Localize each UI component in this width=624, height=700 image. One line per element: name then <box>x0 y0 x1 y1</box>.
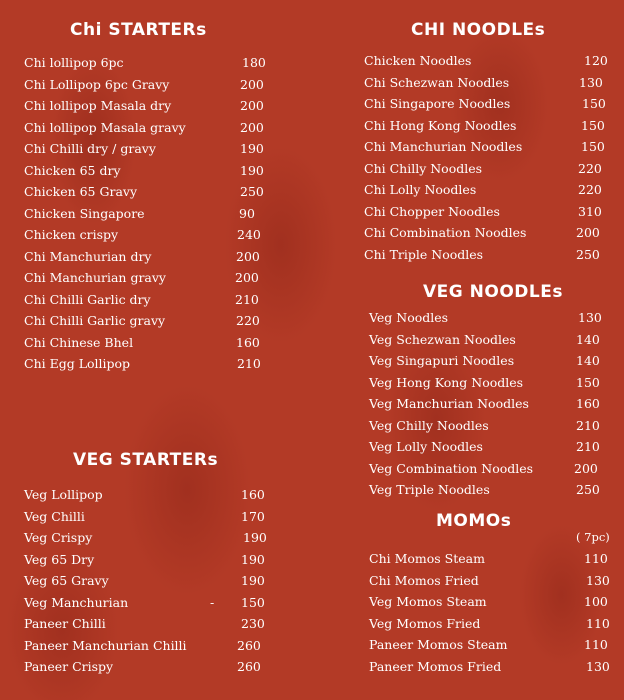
item-price: 310 <box>578 203 602 219</box>
item-price: 130 <box>578 310 602 325</box>
item-price: 220 <box>236 313 260 328</box>
item-price: 180 <box>242 55 266 70</box>
item-price: 100 <box>584 594 608 609</box>
item-name: Paneer Chilli <box>24 616 106 631</box>
item-name: Veg Singapuri Noodles <box>369 353 515 368</box>
item-price: 250 <box>240 184 264 199</box>
item-price: 110 <box>584 551 608 566</box>
item-price: 250 <box>576 246 600 262</box>
item-price: 240 <box>237 227 261 242</box>
item-name: Paneer Momos Steam <box>369 637 508 652</box>
item-price: 200 <box>240 98 264 113</box>
item-price: 250 <box>576 482 600 497</box>
item-name: Chicken Noodles <box>364 53 472 68</box>
item-name: Chi Lollipop 6pc Gravy <box>24 76 170 92</box>
item-price: 160 <box>576 396 600 411</box>
item-name: Veg Schezwan Noodles <box>369 331 516 347</box>
item-name: Veg Triple Noodles <box>369 482 490 497</box>
item-price: 190 <box>241 573 265 588</box>
item-name: Veg Momos Steam <box>369 594 487 609</box>
item-price: 220 <box>578 182 602 197</box>
item-price: 210 <box>235 291 259 307</box>
item-price: 200 <box>576 225 600 240</box>
item-price: 190 <box>240 141 264 156</box>
item-name: Veg Manchurian <box>24 594 129 610</box>
item-name: Veg 65 Dry <box>24 551 95 567</box>
item-price: 190 <box>240 162 264 178</box>
momos-piece-note: ( 7pc) <box>576 530 610 544</box>
item-price: 260 <box>237 637 261 653</box>
item-price: 200 <box>240 119 264 135</box>
item-name: Chi Manchurian gravy <box>24 270 166 285</box>
item-price: 160 <box>236 334 260 350</box>
item-price: 130 <box>586 658 610 674</box>
item-name: Chicken 65 dry <box>24 162 121 178</box>
item-name: Veg Crispy <box>24 530 93 545</box>
item-name: Chi Manchurian Noodles <box>364 139 523 154</box>
item-name: Chi Chilli dry / gravy <box>24 141 156 156</box>
item-name: Chi lollipop Masala dry <box>24 98 172 113</box>
item-price: 130 <box>579 74 603 90</box>
item-name: Chi Chilli Garlic gravy <box>24 313 166 328</box>
item-name: Chicken 65 Gravy <box>24 184 138 199</box>
item-name: Chi Triple Noodles <box>364 246 484 262</box>
veg-noodles-heading: VEG NOODLEs <box>423 282 563 302</box>
item-name: Chi Momos Fried <box>369 572 479 588</box>
item-name: Chi Hong Kong Noodles <box>364 117 517 133</box>
item-price: 150 <box>581 117 605 133</box>
item-name: Veg Chilli <box>24 508 85 524</box>
item-name: Chi Schezwan Noodles <box>364 74 510 90</box>
item-name: Chi Chilli Garlic dry <box>24 291 151 307</box>
item-name: Veg Combination Noodles <box>369 460 534 476</box>
item-price: 90 <box>239 205 255 221</box>
item-price: 210 <box>576 439 600 454</box>
item-price: 220 <box>578 160 602 176</box>
item-price: 210 <box>237 356 261 371</box>
item-price: 200 <box>240 76 264 92</box>
item-price: 200 <box>235 270 259 285</box>
veg-starters-heading: VEG STARTERs <box>73 450 219 470</box>
item-name: Veg 65 Gravy <box>24 573 109 588</box>
item-name: Chi Lolly Noodles <box>364 182 477 197</box>
item-name: Chi lollipop Masala gravy <box>24 119 186 135</box>
item-price: 200 <box>236 248 260 264</box>
item-name: Chi Manchurian dry <box>24 248 152 264</box>
item-price: 140 <box>576 353 600 368</box>
item-price: 110 <box>584 637 608 652</box>
item-name: Chi Singapore Noodles <box>364 96 511 111</box>
item-price: 200 <box>574 460 598 476</box>
item-price: 260 <box>237 659 261 674</box>
item-price: 190 <box>243 530 267 545</box>
item-name: Paneer Momos Fried <box>369 658 502 674</box>
item-name: Chi lollipop 6pc <box>24 55 124 70</box>
item-name: Veg Hong Kong Noodles <box>369 374 524 390</box>
item-name: Chicken crispy <box>24 227 119 242</box>
item-name: Chi Chilly Noodles <box>364 160 483 176</box>
item-name: Veg Manchurian Noodles <box>369 396 529 411</box>
item-name: Chicken Singapore <box>24 205 145 221</box>
item-price: 150 <box>241 594 265 610</box>
momos-heading: MOMOs <box>436 511 512 531</box>
item-price: 130 <box>586 572 610 588</box>
item-name: Veg Lolly Noodles <box>369 439 483 454</box>
item-price: 110 <box>586 615 610 631</box>
item-price: 210 <box>576 417 600 433</box>
item-price: 190 <box>241 551 265 567</box>
item-name: Veg Chilly Noodles <box>369 417 489 433</box>
item-name: Veg Lollipop <box>24 487 103 502</box>
item-price: 150 <box>582 96 606 111</box>
item-name: Veg Noodles <box>369 310 449 325</box>
item-price: 120 <box>584 53 608 68</box>
item-price: 150 <box>581 139 605 154</box>
item-name: Chi Chopper Noodles <box>364 203 500 219</box>
chi-noodles-heading: CHI NOODLEs <box>411 20 546 40</box>
item-price: 150 <box>576 374 600 390</box>
item-name: Paneer Crispy <box>24 659 114 674</box>
item-name: Chi Combination Noodles <box>364 225 527 240</box>
item-price: 160 <box>241 487 265 502</box>
item-name: Paneer Manchurian Chilli <box>24 637 187 653</box>
chi-starters-heading: Chi STARTERs <box>70 20 207 40</box>
item-price: 140 <box>576 331 600 347</box>
item-name: Chi Momos Steam <box>369 551 485 566</box>
item-price: 230 <box>241 616 265 631</box>
item-name: Chi Chinese Bhel <box>24 334 134 350</box>
item-name: Chi Egg Lollipop <box>24 356 131 371</box>
item-price: 170 <box>241 508 265 524</box>
item-name: Veg Momos Fried <box>369 615 481 631</box>
item-dash: - <box>210 594 215 610</box>
